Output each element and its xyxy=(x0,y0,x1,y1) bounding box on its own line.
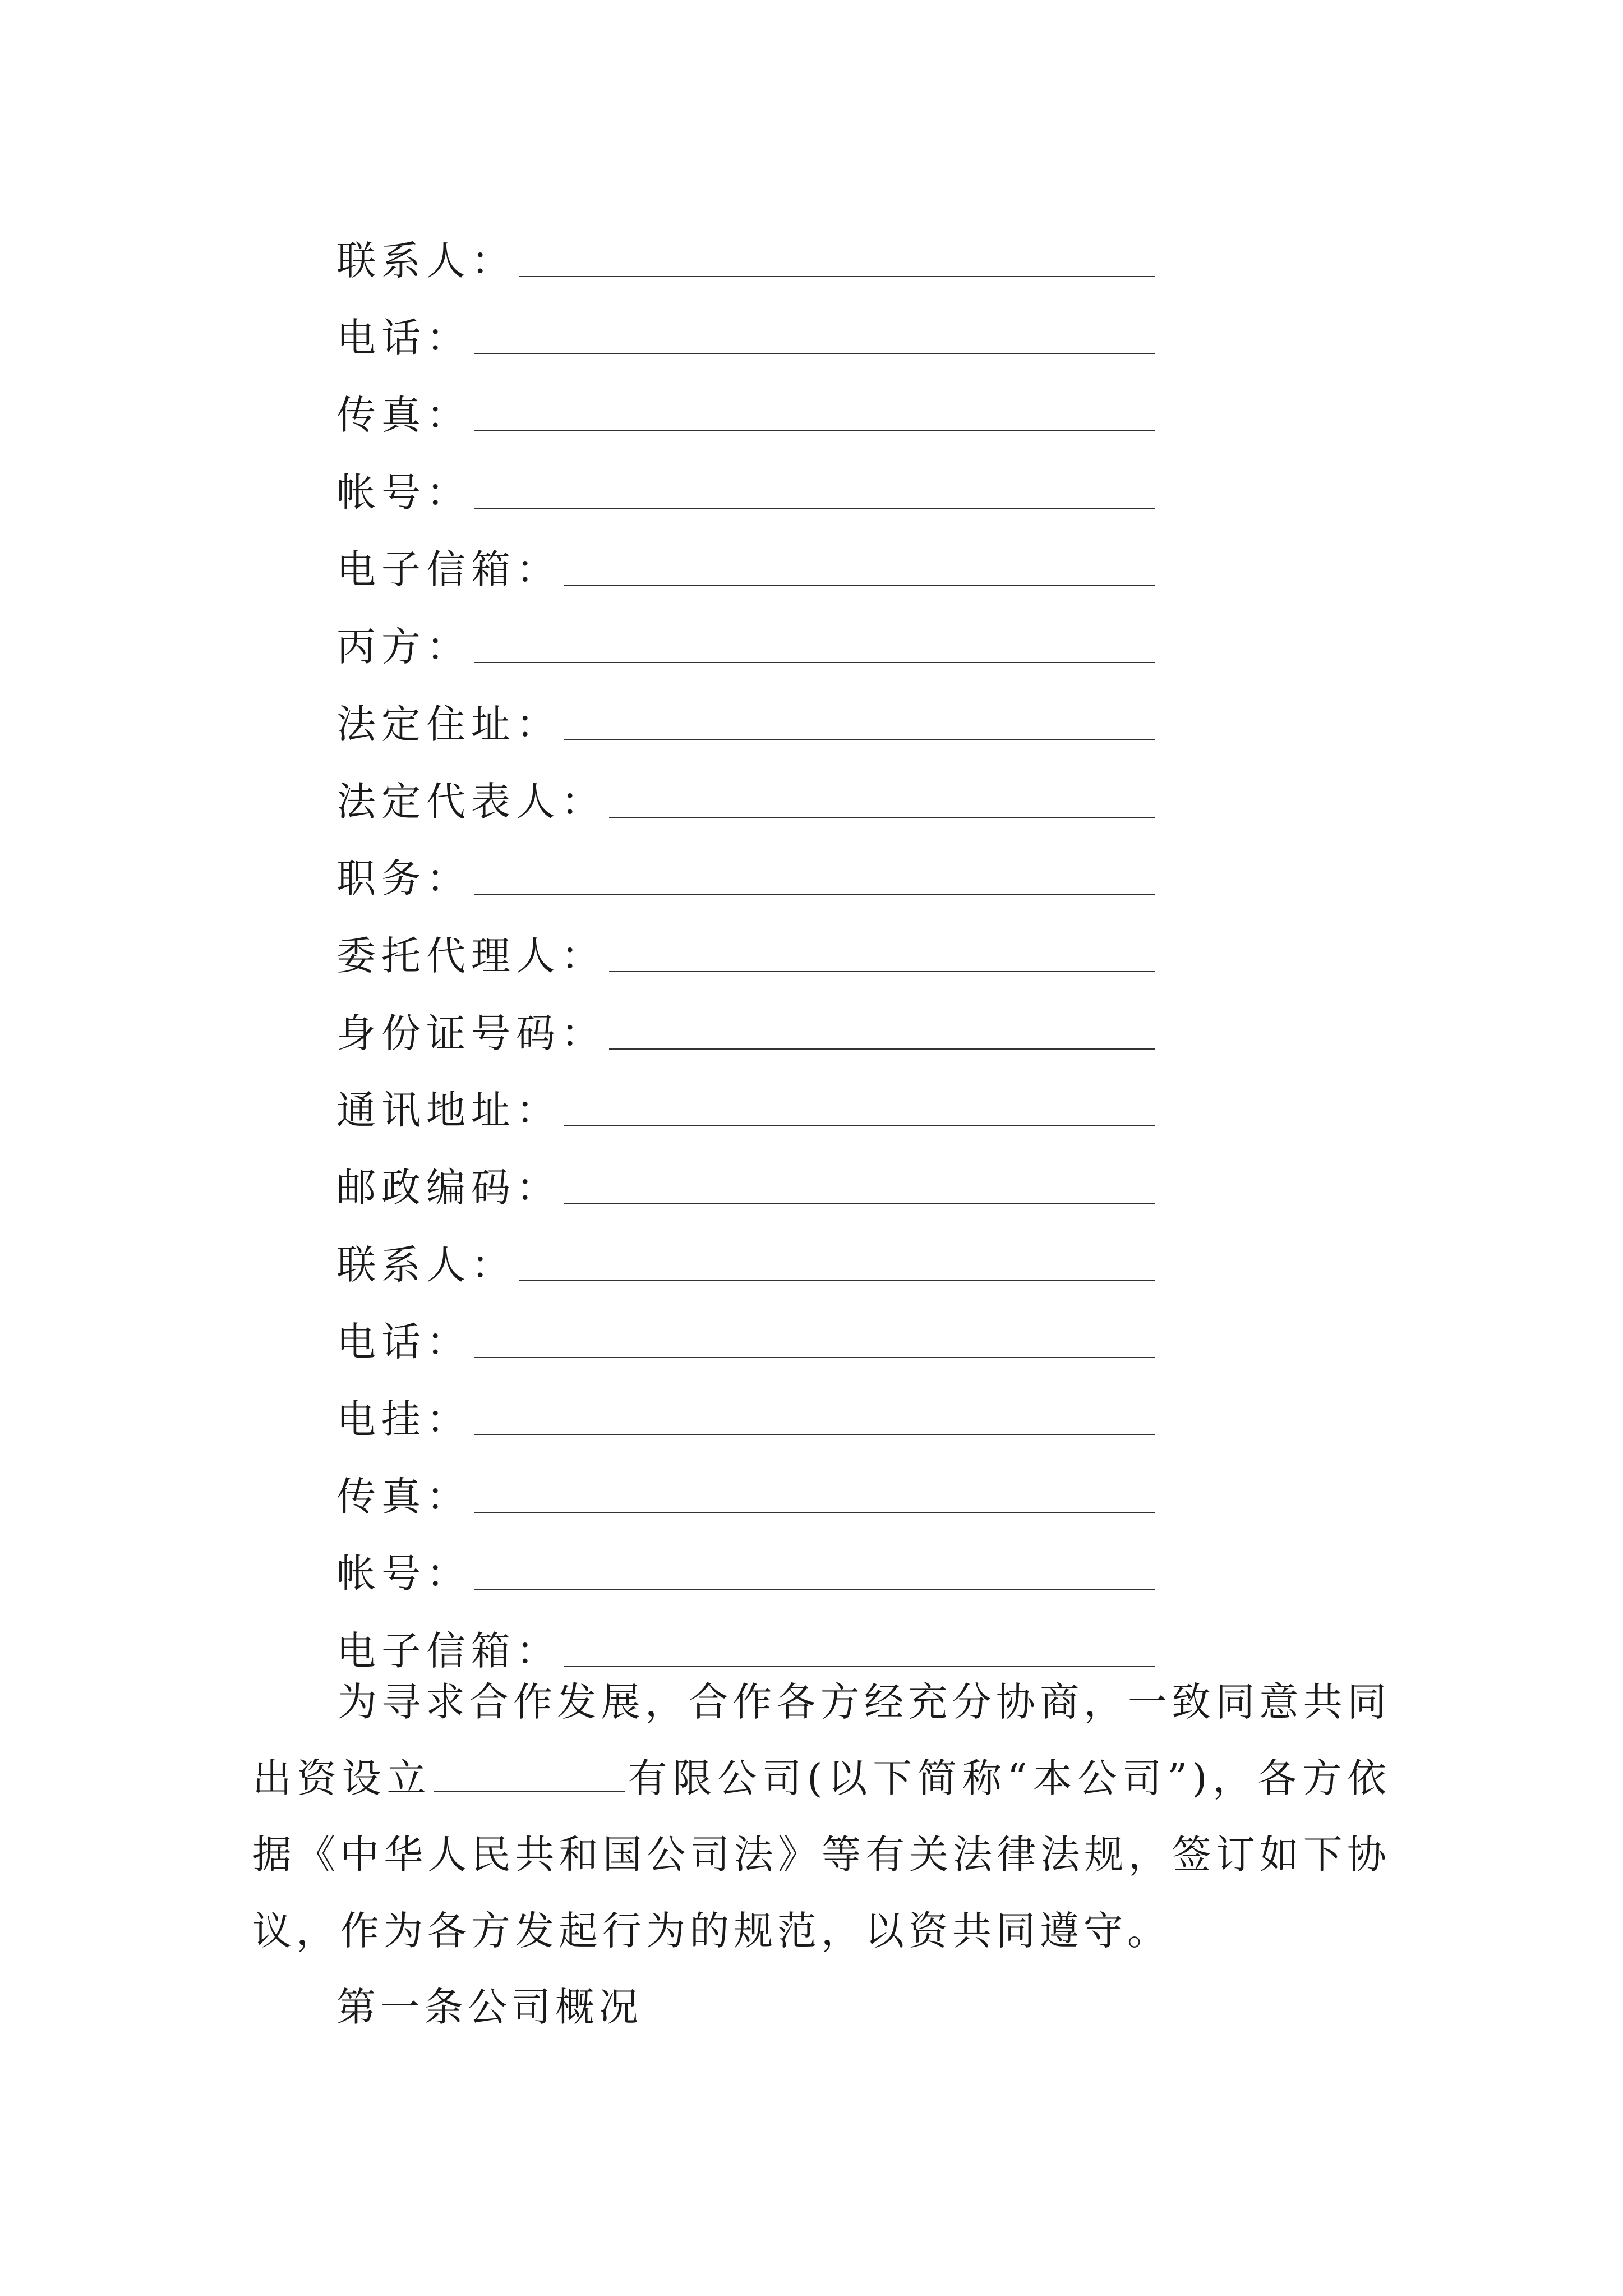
fill-in-blank-line xyxy=(519,276,1155,277)
fill-in-blank-line xyxy=(474,1512,1155,1513)
fill-in-blank-line xyxy=(474,662,1155,663)
field-row xyxy=(336,362,1155,439)
field-label: 电话： xyxy=(336,1319,471,1365)
field-label: 传真： xyxy=(336,392,471,439)
field-label: 通讯地址： xyxy=(336,1087,561,1134)
field-row xyxy=(336,517,1155,594)
field-row xyxy=(336,1366,1155,1443)
field-row xyxy=(336,593,1155,671)
field-label: 身份证号码： xyxy=(336,1010,606,1056)
fill-in-blank-line xyxy=(474,508,1155,509)
field-label: 丙方： xyxy=(336,624,471,670)
field-label: 电挂： xyxy=(336,1396,471,1442)
party-info-field-list xyxy=(336,208,1155,1675)
fill-in-blank-line xyxy=(474,1357,1155,1358)
field-label: 委托代理人： xyxy=(336,932,606,979)
fill-in-blank-line xyxy=(474,894,1155,895)
article-heading: 第一条公司概况 xyxy=(336,1984,643,2030)
field-label: 帐号： xyxy=(336,469,471,516)
field-label: 电话： xyxy=(336,315,471,361)
preamble-text-part2: 有限公司(以下简称“本公司”)，各方依据《中华人民共和国公司法》等有关法律法规，签订如下协议，作为各方发起行为的规范，以资共同遵守。 xyxy=(252,1755,1391,1954)
fill-in-blank-line xyxy=(564,1125,1155,1126)
fill-in-blank-line xyxy=(519,1280,1155,1281)
field-label: 联系人： xyxy=(336,237,516,284)
preamble-text-part1: 为寻求合作发展，合作各方经充分协商，一致同意共同出资设立 xyxy=(252,1679,1391,1801)
field-row xyxy=(336,826,1155,903)
field-label: 联系人： xyxy=(336,1241,516,1288)
field-row xyxy=(336,1057,1155,1135)
field-row xyxy=(336,980,1155,1057)
fill-in-blank-line xyxy=(564,585,1155,586)
fill-in-blank-line xyxy=(564,739,1155,740)
agreement-preamble-paragraph xyxy=(252,1664,1391,1969)
field-row xyxy=(336,1289,1155,1366)
fill-in-blank-line xyxy=(609,1048,1155,1050)
company-name-blank xyxy=(434,1757,625,1792)
fill-in-blank-line xyxy=(474,1589,1155,1590)
fill-in-blank-line xyxy=(474,353,1155,354)
fill-in-blank-line xyxy=(474,430,1155,431)
field-row xyxy=(336,208,1155,285)
fill-in-blank-line xyxy=(609,817,1155,818)
field-label: 电子信箱： xyxy=(336,546,561,593)
field-row xyxy=(336,1443,1155,1521)
fill-in-blank-line xyxy=(474,1434,1155,1435)
field-row xyxy=(336,1521,1155,1598)
field-row xyxy=(336,671,1155,748)
field-label: 邮政编码： xyxy=(336,1164,561,1211)
field-row xyxy=(336,903,1155,980)
field-label: 法定住址： xyxy=(336,701,561,747)
field-row xyxy=(336,1134,1155,1212)
field-row xyxy=(336,285,1155,362)
fill-in-blank-line xyxy=(609,971,1155,972)
field-label: 法定代表人： xyxy=(336,778,606,825)
field-label: 帐号： xyxy=(336,1550,471,1597)
field-label: 电子信箱： xyxy=(336,1628,561,1674)
field-row xyxy=(336,439,1155,517)
field-label: 传真： xyxy=(336,1473,471,1520)
fill-in-blank-line xyxy=(564,1203,1155,1204)
field-row xyxy=(336,1212,1155,1289)
field-row xyxy=(336,748,1155,826)
field-label: 职务： xyxy=(336,855,471,902)
